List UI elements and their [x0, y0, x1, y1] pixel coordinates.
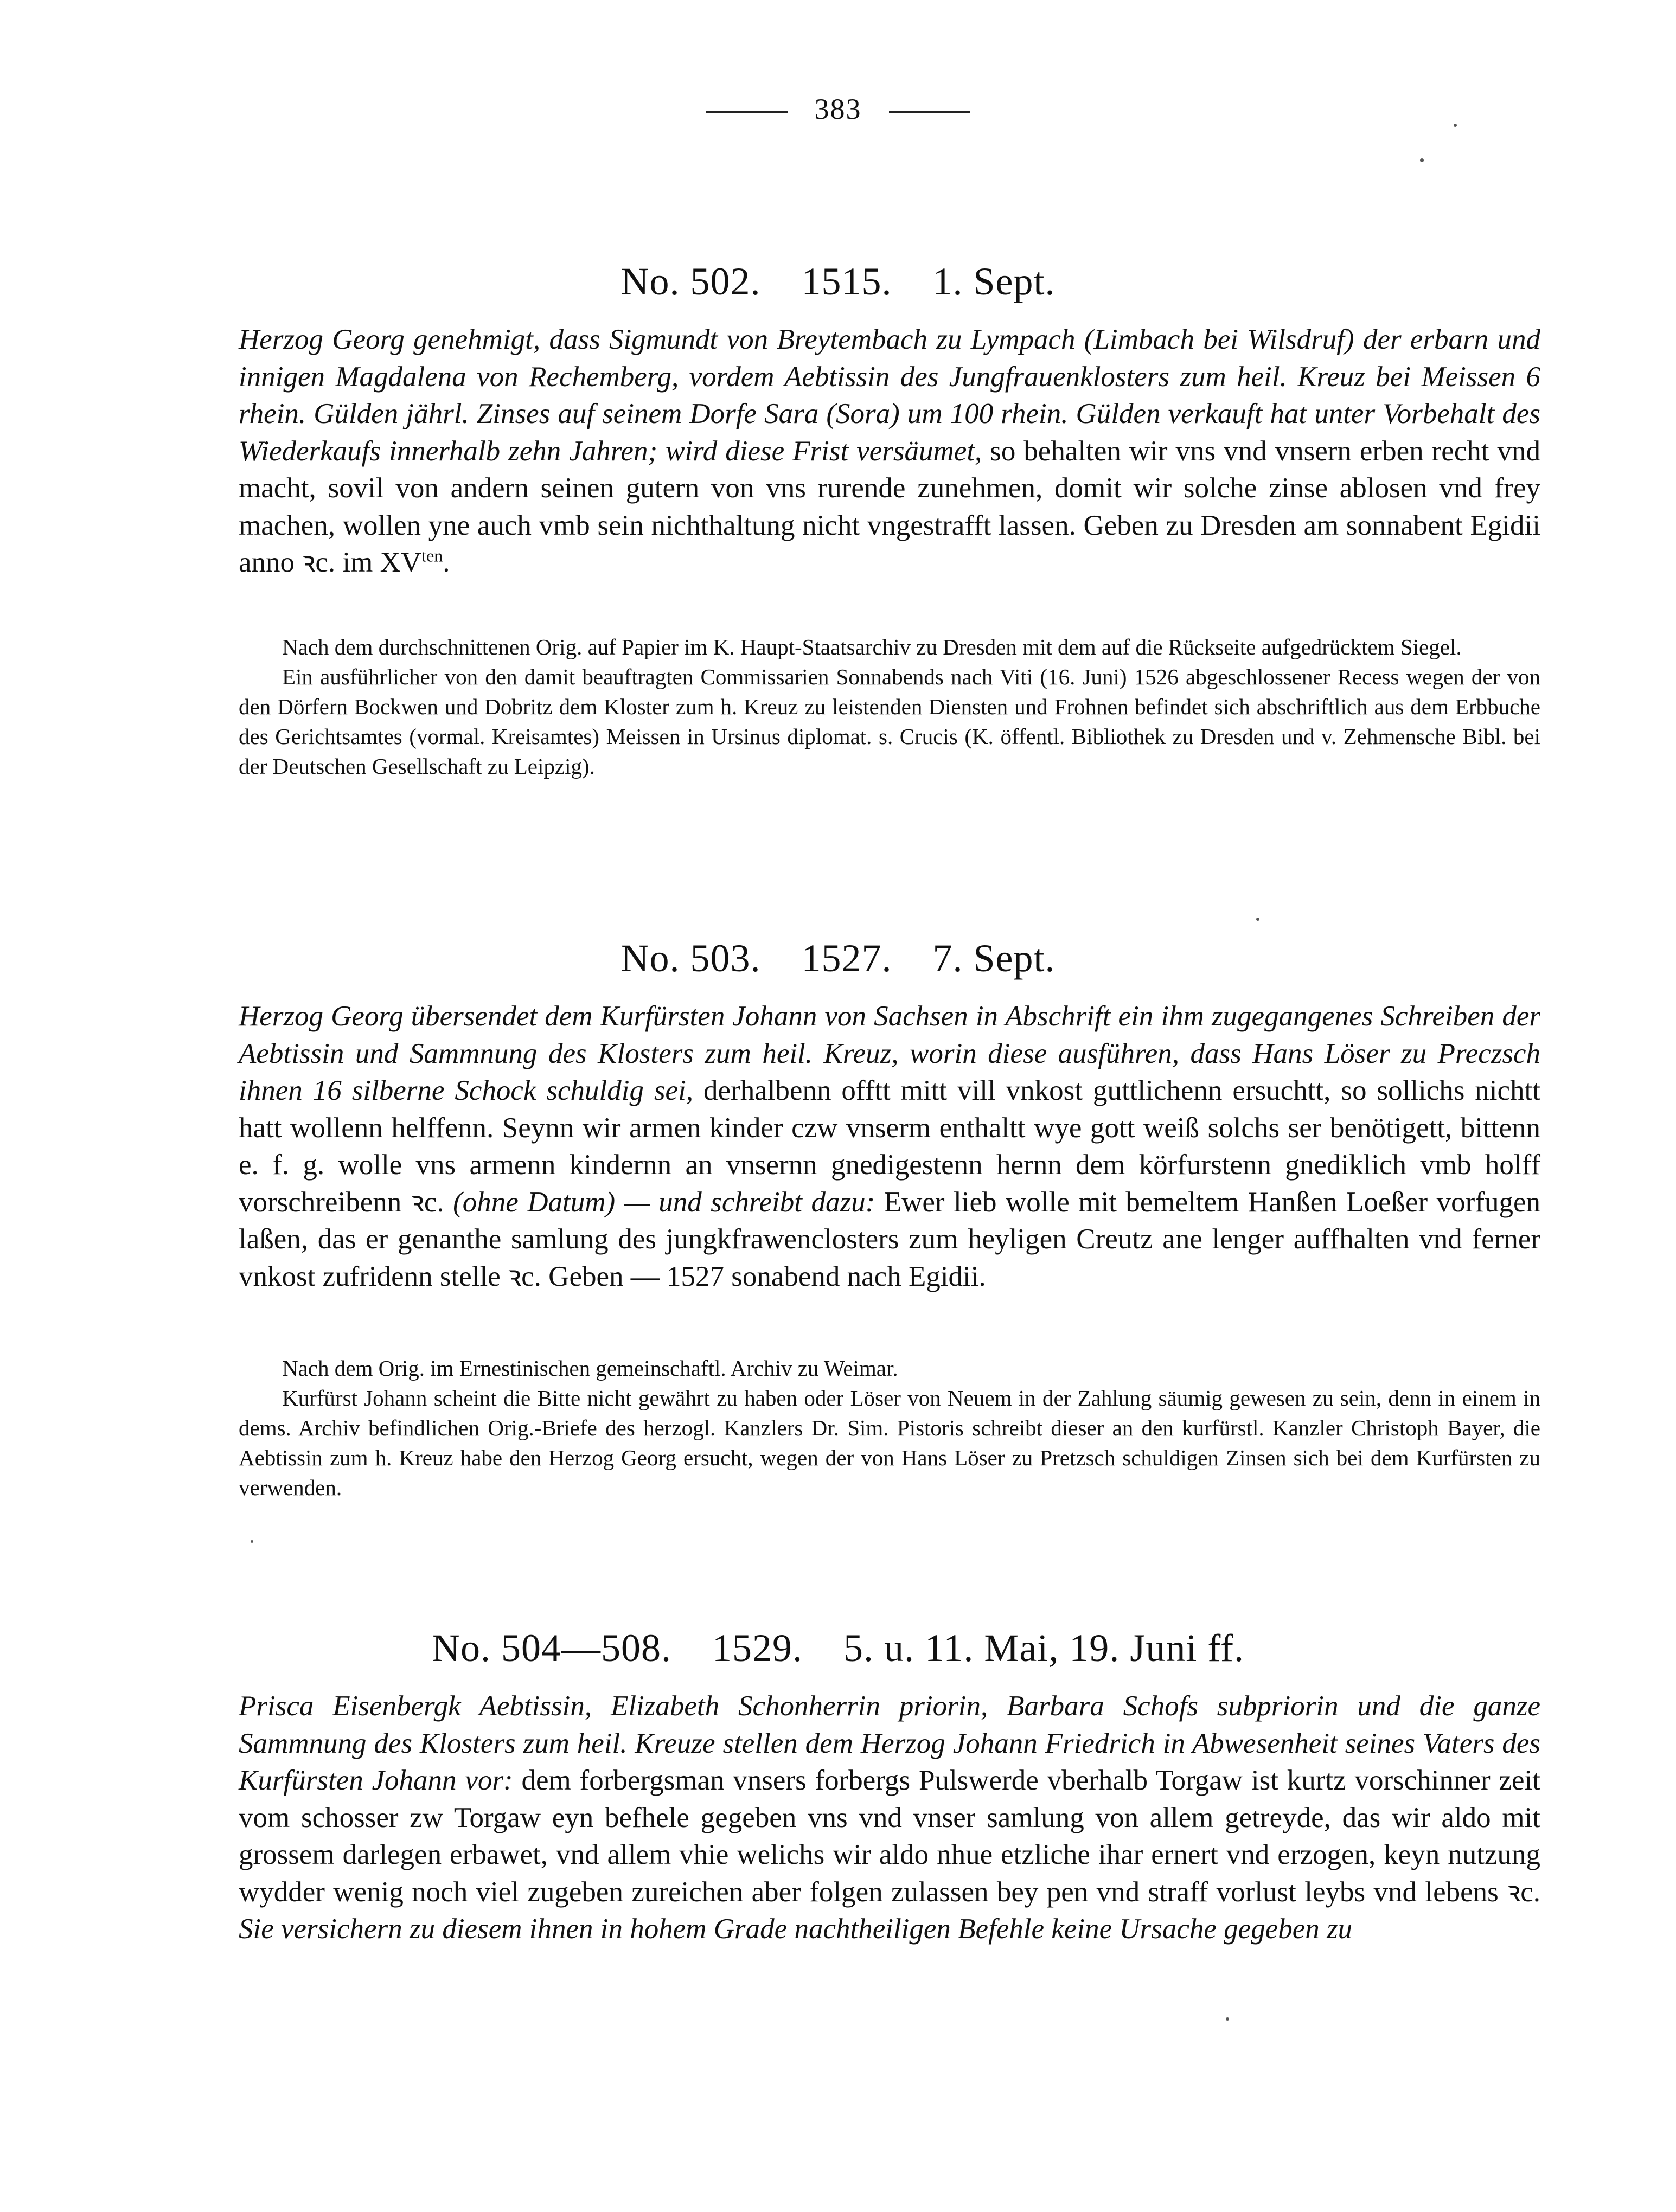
- entry-502-text: [239, 321, 1540, 581]
- entry-504-508-text: [239, 1688, 1540, 1948]
- entry-summary: Herzog Georg genehmigt, dass Sigmundt von Breytembach zu Lympach (Limbach bei Wilsdruf) der erbarn und innigen Magdalena von Rechemberg, vordem Aebtissin des Jungfrauenklosters zum heil. Kreuz bei Meissen 6 rhein. Gülden jährl. Zinses auf seinem Dorfe Sara (Sora) um 100 rhein. Gülden verkauft hat unter Vorbehalt des Wiederkaufs innerhalb zehn Jahren; wird diese Frist versäumet,: [239, 324, 1540, 467]
- scan-speck: [251, 1540, 253, 1543]
- entry-503-text: [239, 998, 1540, 1295]
- scan-speck: [1256, 918, 1259, 921]
- entry-quote-end: .: [443, 547, 450, 578]
- superscript: ten: [421, 546, 443, 566]
- scan-speck: [1226, 2017, 1229, 2021]
- entry-summary-continued: (ohne Datum) — und schreibt dazu:: [444, 1186, 875, 1218]
- entry-date: 7. Sept.: [932, 937, 1056, 980]
- entry-quote: so behalten wir vns vnd vnsern erben recht vnd macht, sovil von andern seinen gutern von vns rurende zunehmen, domit wir solche zinse ablosen vnd frey machen, wollen yne auch vmb sein nichthaltung nicht vngestrafft lassen. Geben zu Dresden am sonnabent Egidii anno ꝛc. im XV: [239, 435, 1540, 578]
- entry-number: No. 503.: [620, 937, 761, 980]
- entry-quote: dem forbergsman vnsers forbergs Pulswerde vberhalb Torgaw ist kurtz vorschinner zeit vom schosser zw Torgaw eyn befhele gegeben vns vnd vnser samlung von allem getreyde, das wir aldo mit grossem darlegen erbawet, vnd allem vhie welichs wir aldo nhue etzliche ihar ernert vnd erzogen, keyn nutzung wydder wenig noch viel zugeben zureichen aber folgen zulassen bey pen vnd straff vorlust leybs vnd lebens ꝛc.: [239, 1765, 1540, 1908]
- entry-year: 1529.: [712, 1626, 803, 1670]
- entry-502-title: [0, 259, 1676, 304]
- entry-number: No. 504—508.: [432, 1626, 671, 1670]
- header-rule-left: [706, 111, 788, 113]
- entry-date: 5. u. 11. Mai, 19. Juni ff.: [843, 1626, 1244, 1670]
- source-note: Nach dem durchschnittenen Orig. auf Papier im K. Haupt-Staatsarchiv zu Dresden mit dem auf die Rückseite aufgedrücktem Siegel.: [282, 634, 1462, 659]
- entry-date: 1. Sept.: [932, 260, 1056, 303]
- entry-year: 1515.: [801, 260, 892, 303]
- header-rule-right: [889, 111, 970, 113]
- scan-speck: [1420, 158, 1424, 162]
- entry-summary: Prisca Eisenbergk Aebtissin, Elizabeth Schonherrin priorin, Barbara Schofs subpriorin und die ganze Sammnung des Klosters zum heil. Kreuze stellen dem Herzog Johann Friedrich in Abwesenheit seines Vaters des Kurfürsten Johann vor:: [239, 1690, 1540, 1796]
- footnote: Ein ausführlicher von den damit beauftragten Commissarien Sonnabends nach Viti (16. Juni) 1526 abgeschlossener Recess wegen der von den Dörfern Bockwen und Dobritz dem Kloster zum h. Kreuz zu leistenden Diensten und Frohnen befindet sich abschriftlich aus dem Erbbuche des Gerichtsamtes (vormal. Kreisamtes) Meissen in Ursinus diplomat. s. Crucis (K. öffentl. Bibliothek zu Dresden und v. Zehmensche Bibl. bei der Deutschen Gesellschaft zu Leipzig).: [239, 664, 1540, 779]
- entry-summary: Herzog Georg übersendet dem Kurfürsten Johann von Sachsen in Abschrift ein ihm zugegangenes Schreiben der Aebtissin und Sammnung des Klosters zum heil. Kreuz, worin diese ausführen, dass Hans Löser zu Preczsch ihnen 16 silberne Schock schuldig sei,: [239, 1001, 1540, 1106]
- entry-502-notes: [239, 632, 1540, 781]
- entry-quote: derhalbenn offtt mitt vill vnkost guttlichenn ersuchtt, so sollichs nichtt hatt wollenn helffenn. Seynn wir armen kinder czw vnserm enthaltt wye gott weiß solchs ser benötigett, bittenn e. f. g. wolle vns armenn kindernn an vnsernn gnedigestenn hernn dem körfurstenn gnediklich vmb holff vorschreibenn ꝛc.: [239, 1075, 1540, 1218]
- entry-year: 1527.: [801, 937, 892, 980]
- entry-503-notes: [239, 1354, 1540, 1503]
- entry-503-title: [0, 936, 1676, 981]
- entry-summary-continued: Sie versichern zu diesem ihnen in hohem Grade nachtheiligen Befehle keine Ursache gegeben zu: [239, 1913, 1353, 1945]
- entry-504-508-title: [0, 1626, 1676, 1671]
- page-header: [0, 92, 1676, 126]
- source-note: Nach dem Orig. im Ernestinischen gemeinschaftl. Archiv zu Weimar.: [282, 1356, 898, 1381]
- footnote: Kurfürst Johann scheint die Bitte nicht gewährt zu haben oder Löser von Neuem in der Zahlung säumig gewesen zu sein, denn in einem in dems. Archiv befindlichen Orig.-Briefe des herzogl. Kanzlers Dr. Sim. Pistoris schreibt dieser an den kurfürstl. Kanzler Christoph Bayer, die Aebtissin zum h. Kreuz habe den Herzog Georg ersucht, wegen der von Hans Löser zu Pretzsch schuldigen Zinsen sich bei dem Kurfürsten zu verwenden.: [239, 1386, 1540, 1500]
- entry-quote-continued: Ewer lieb wolle mit bemeltem Hanßen Loeßer vorfugen laßen, das er genanthe samlung des jungkfrawenclosters zum heyligen Creutz ane lenger auffhalten vnd ferner vnkost zufridenn stelle ꝛc. Geben — 1527 sonabend nach Egidii.: [239, 1186, 1541, 1292]
- page-number: 383: [814, 93, 862, 125]
- entry-number: No. 502.: [620, 260, 761, 303]
- scan-speck: [1454, 124, 1457, 127]
